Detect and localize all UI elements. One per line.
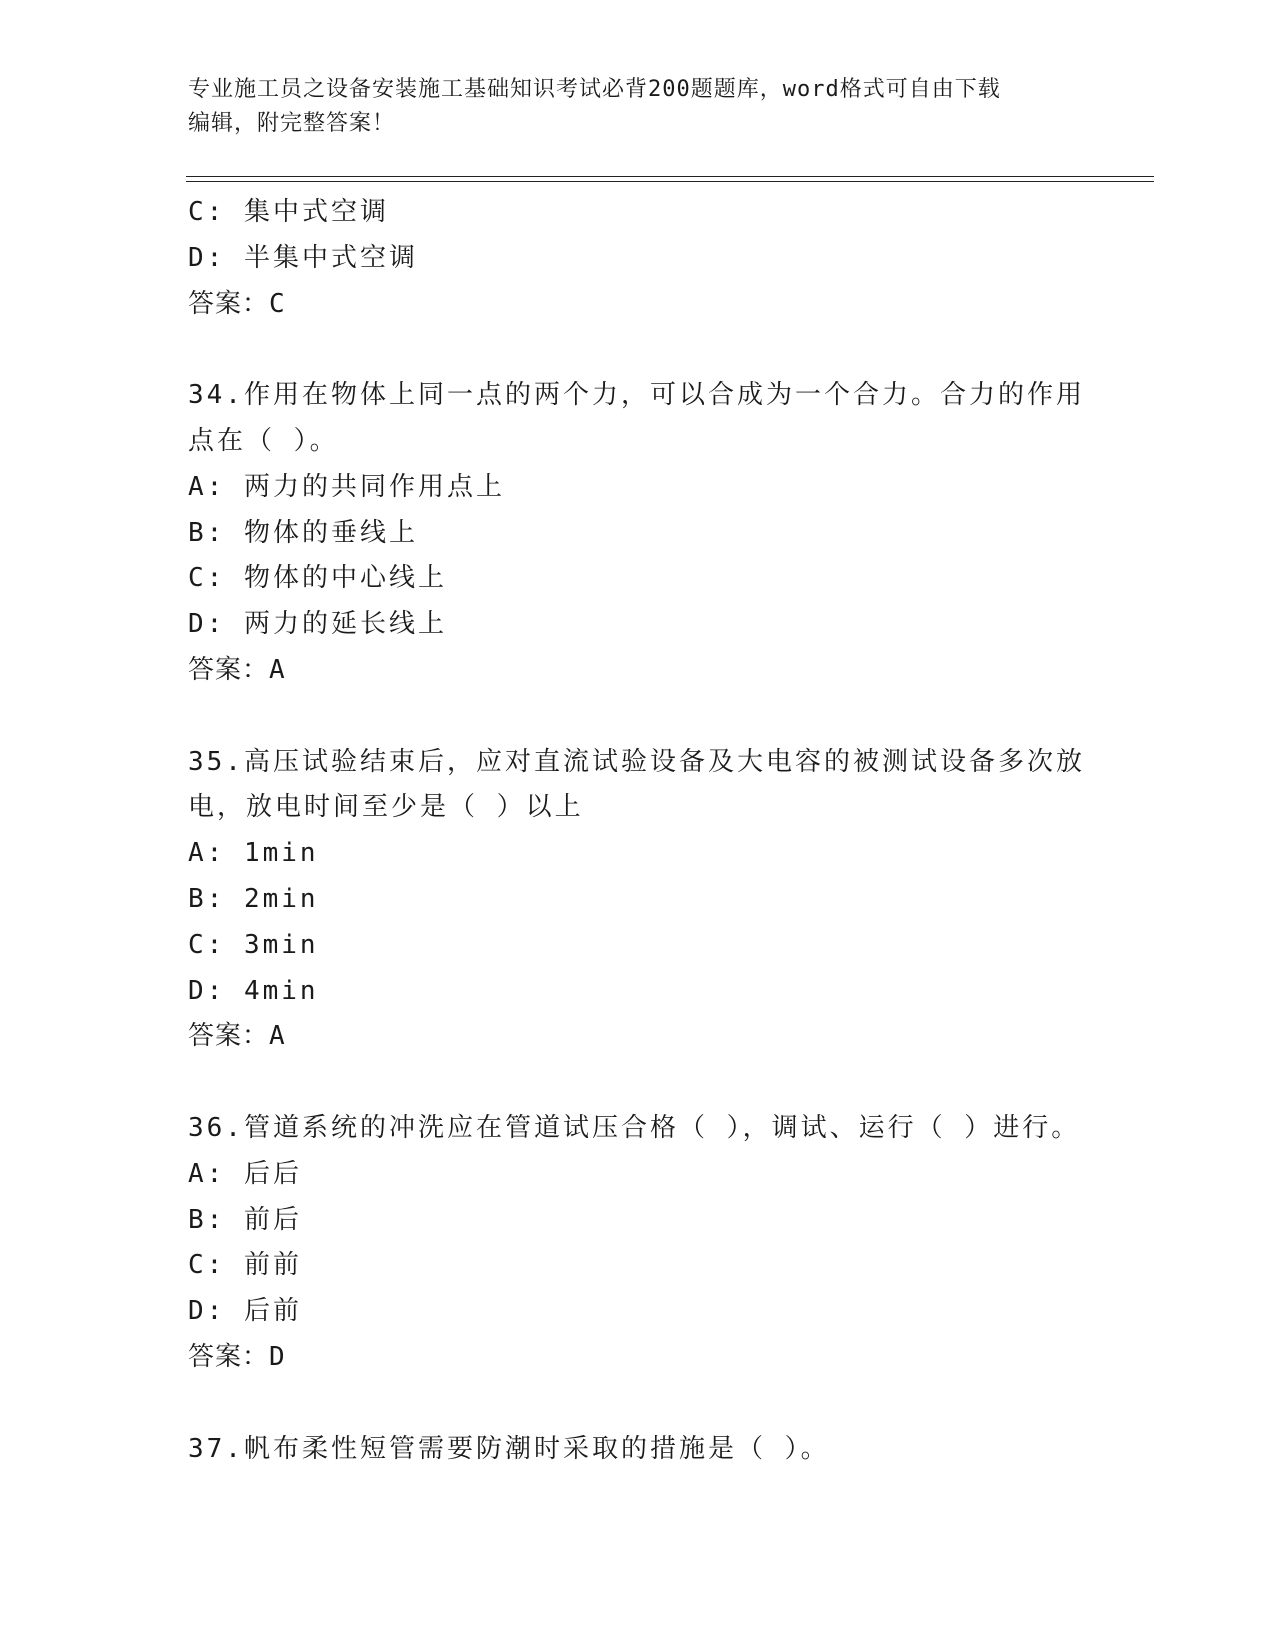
header-line-1: 专业施工员之设备安装施工基础知识考试必背200题题库，word格式可自由下载 — [188, 77, 1001, 102]
option-c: C: 集中式空调 — [188, 197, 389, 227]
question-text-line-1: 35.高压试验结束后，应对直流试验设备及大电容的被测试设备多次放 — [188, 746, 1085, 777]
question-list — [188, 190, 1088, 1472]
spacer — [188, 327, 1088, 373]
option-d: D: 4min — [188, 975, 319, 1006]
option-d: D: 两力的延长线上 — [188, 609, 447, 640]
question-text-line-2: 点在（ ）。 — [188, 425, 339, 456]
question-33 — [188, 190, 1088, 327]
question-text-line-1: 37.帆布柔性短管需要防潮时采取的措施是（ ）。 — [188, 1433, 830, 1464]
answer: 答案：A — [188, 654, 286, 685]
option-b: B: 前后 — [188, 1204, 302, 1235]
option-c: C: 3min — [188, 929, 319, 960]
option-d: D: 半集中式空调 — [188, 242, 418, 273]
option-a: A: 后后 — [188, 1158, 302, 1189]
option-c: C: 前前 — [188, 1250, 302, 1281]
spacer — [188, 1060, 1088, 1106]
option-a: A: 两力的共同作用点上 — [188, 471, 505, 502]
question-35 — [188, 740, 1088, 1061]
question-text-line-1: 36.管道系统的冲洗应在管道试压合格（ ），调试、运行（ ）进行。 — [188, 1112, 1081, 1143]
document-header — [188, 73, 1088, 141]
header-divider-top — [186, 176, 1154, 177]
header-divider-bottom — [186, 181, 1154, 182]
question-text-line-1: 34.作用在物体上同一点的两个力，可以合成为一个合力。合力的作用 — [188, 380, 1085, 411]
answer: 答案：D — [188, 1341, 286, 1372]
spacer — [188, 1381, 1088, 1427]
answer: 答案：C — [188, 288, 286, 319]
option-b: B: 2min — [188, 883, 319, 914]
question-37 — [188, 1427, 1088, 1473]
header-line-2: 编辑，附完整答案！ — [188, 111, 396, 136]
question-34 — [188, 373, 1088, 694]
option-d: D: 后前 — [188, 1296, 302, 1327]
spacer — [188, 694, 1088, 740]
question-36 — [188, 1106, 1088, 1381]
answer: 答案：A — [188, 1021, 286, 1052]
option-c: C: 物体的中心线上 — [188, 563, 447, 594]
question-text-line-2: 电，放电时间至少是（ ）以上 — [188, 792, 584, 823]
option-a: A: 1min — [188, 838, 319, 869]
option-b: B: 物体的垂线上 — [188, 517, 418, 548]
